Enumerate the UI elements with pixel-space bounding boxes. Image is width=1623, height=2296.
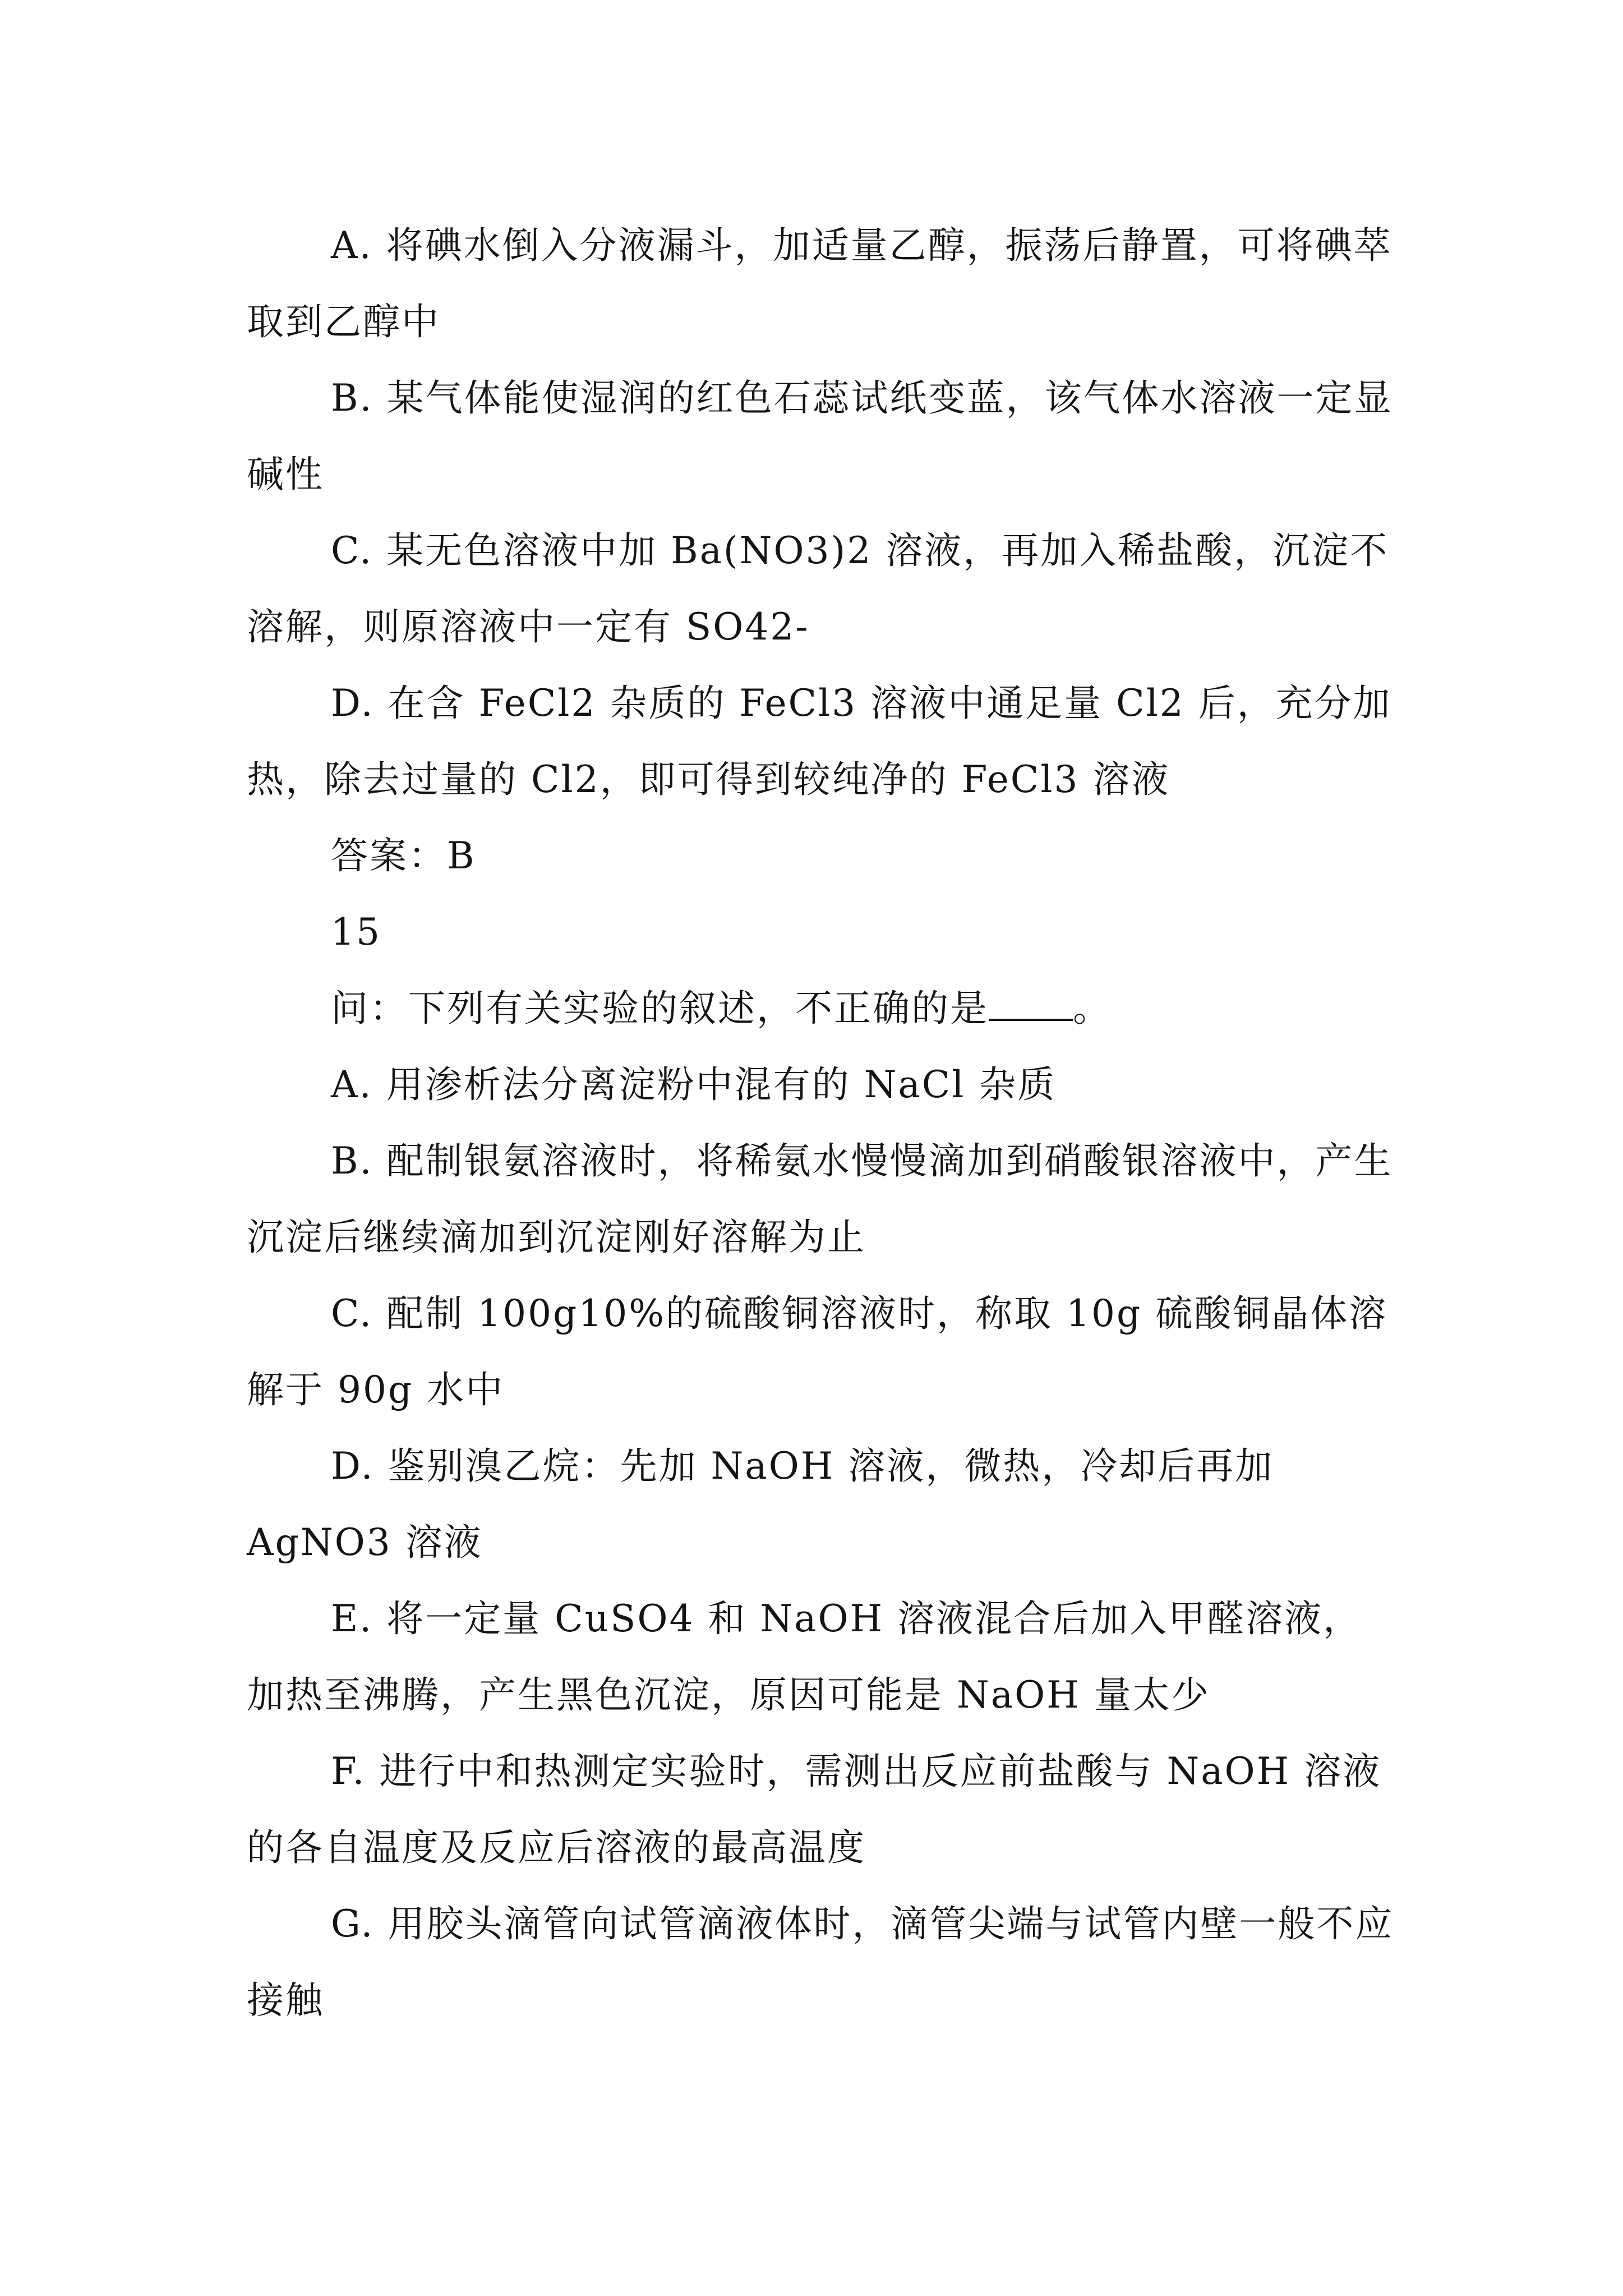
q14-option-a: A. 将碘水倒入分液漏斗，加适量乙醇，振荡后静置，可将碘萃取到乙醇中: [247, 224, 1393, 343]
q15-question-prefix: 问：下列有关实验的叙述，不正确的是: [331, 987, 989, 1030]
q15-option-a: A. 用渗析法分离淀粉中混有的 NaCl 杂质: [331, 1063, 1057, 1106]
q15-question: [247, 970, 1396, 1047]
q15-option-c: C. 配制 100g10%的硫酸铜溶液时，称取 10g 硫酸铜晶体溶解于 90g 水中: [247, 1292, 1388, 1411]
q14-option-d: D. 在含 FeCl2 杂质的 FeCl3 溶液中通足量 Cl2 后，充分加热，除去过量的 Cl2，即可得到较纯净的 FeCl3 溶液: [247, 682, 1392, 801]
q14-option-c: C. 某无色溶液中加 Ba(NO3)2 溶液，再加入稀盐酸，沉淀不溶解，则原溶液中一定有 SO42-: [247, 529, 1389, 648]
q15-option-d: D. 鉴别溴乙烷：先加 NaOH 溶液，微热，冷却后再加 AgNO3 溶液: [247, 1444, 1274, 1564]
q15-number: 15: [331, 910, 381, 954]
page-content: [247, 208, 1396, 2039]
q14-option-b: B. 某气体能使湿润的红色石蕊试纸变蓝，该气体水溶液一定显碱性: [247, 376, 1393, 496]
q15-question-suffix: 。: [1073, 987, 1112, 1030]
q15-option-e: E. 将一定量 CuSO4 和 NaOH 溶液混合后加入甲醛溶液，加热至沸腾，产生黑色沉淀，原因可能是 NaOH 量太少: [247, 1597, 1362, 1717]
q14-answer: 答案：B: [331, 834, 476, 877]
q15-option-b: B. 配制银氨溶液时，将稀氨水慢慢滴加到硝酸银溶液中，产生沉淀后继续滴加到沉淀刚好溶解为止: [247, 1139, 1393, 1259]
q15-option-f: F. 进行中和热测定实验时，需测出反应前盐酸与 NaOH 溶液的各自温度及反应后溶液的最高温度: [247, 1750, 1382, 1869]
answer-blank: [989, 985, 1073, 1021]
q15-option-g: G. 用胶头滴管向试管滴液体时，滴管尖端与试管内壁一般不应接触: [247, 1902, 1394, 2022]
